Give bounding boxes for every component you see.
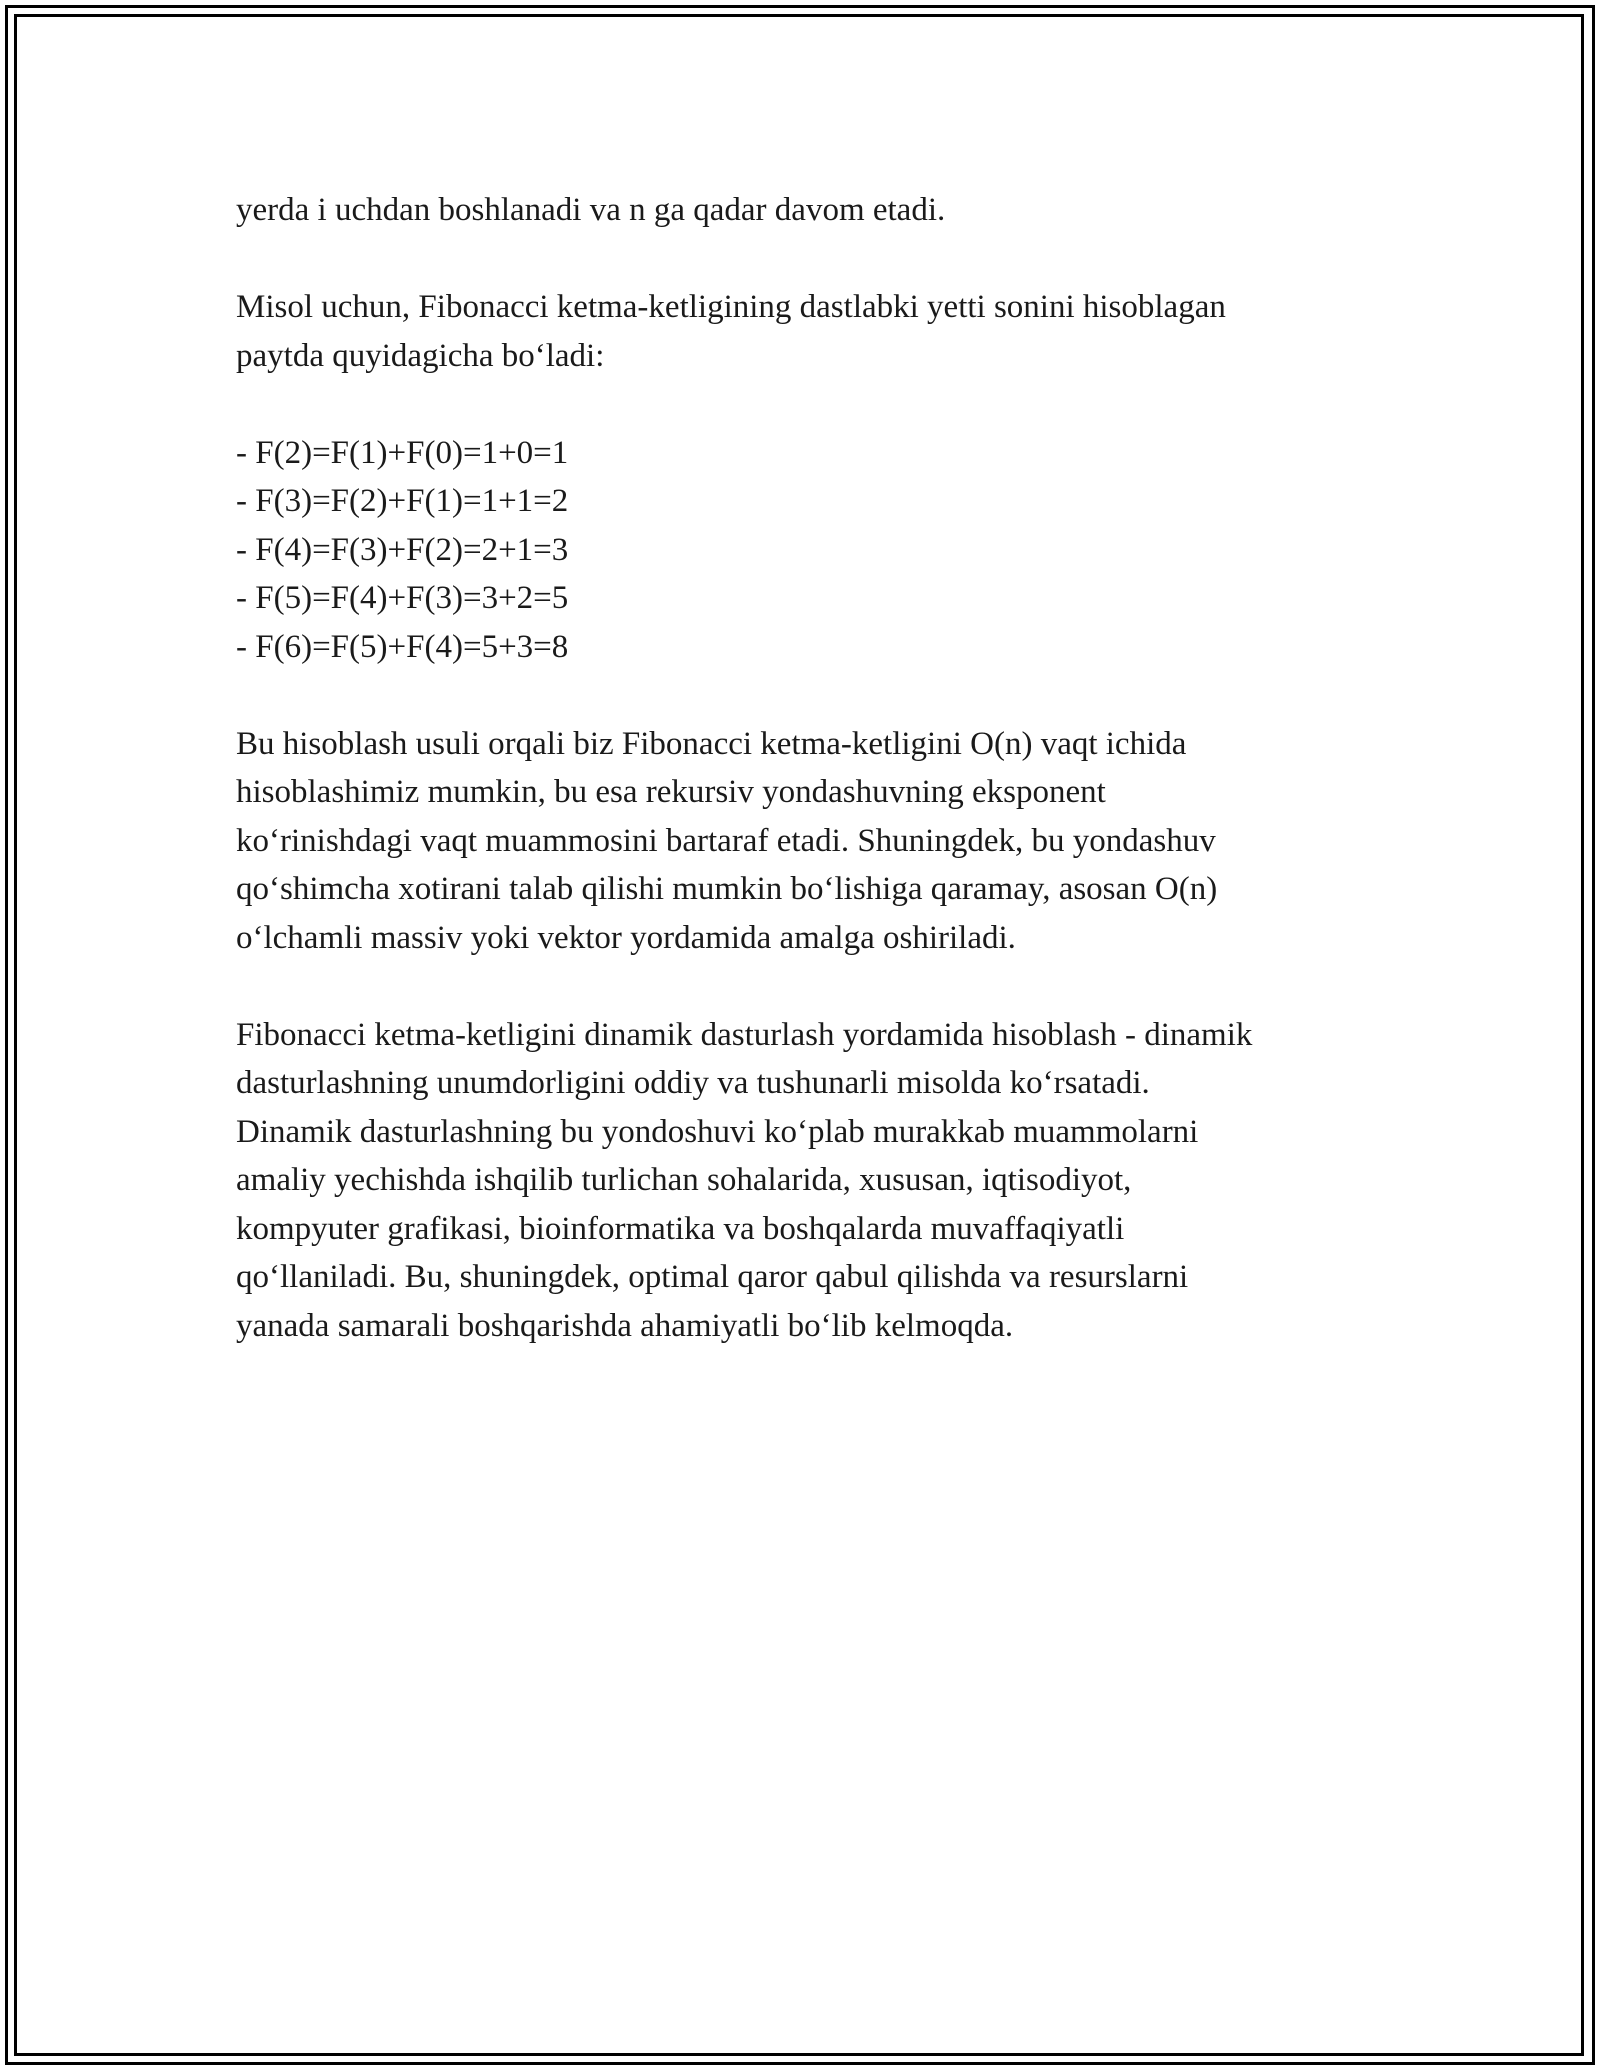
text-line: yanada samarali boshqarishda ahamiyatli bo‘lib kelmoqda. [236, 1307, 1014, 1344]
list-item: - F(4)=F(3)+F(2)=2+1=3 [236, 531, 569, 568]
text-line: o‘lchamli massiv yoki vektor yordamida amalga oshiriladi. [236, 919, 1016, 956]
text-line: yerda i uchdan boshlanadi va n ga qadar davom etadi. [236, 192, 946, 228]
list-item: - F(5)=F(4)+F(3)=3+2=5 [236, 580, 569, 616]
paragraph-4 [236, 1011, 1436, 1351]
text-line: Bu hisoblash usuli orqali biz Fibonacci ketma-ketligini O(n) vaqt ichida [236, 725, 1187, 762]
text-line: Misol uchun, Fibonacci ketma-ketligining dastlabki yetti sonini hisoblagan [236, 289, 1226, 325]
fibonacci-steps-list [236, 429, 1436, 672]
text-line: dasturlashning unumdorligini oddiy va tushunarli misolda ko‘rsatadi. [236, 1065, 1150, 1101]
text-line: hisoblashimiz mumkin, bu esa rekursiv yondashuvning eksponent [236, 774, 1106, 810]
text-line: qo‘shimcha xotirani talab qilishi mumkin bo‘lishiga qaramay, asosan O(n) [236, 871, 1218, 907]
text-line: Dinamik dasturlashning bu yondoshuvi ko‘plab murakkab muammolarni [236, 1113, 1199, 1150]
text-line: amaliy yechishda ishqilib turlichan sohalarida, xususan, iqtisodiyot, [236, 1162, 1132, 1198]
paragraph-2 [236, 283, 1436, 380]
text-line: paytda quyidagicha bo‘ladi: [236, 337, 605, 374]
list-item: - F(2)=F(1)+F(0)=1+0=1 [236, 434, 569, 471]
document-body [236, 186, 1436, 1399]
paragraph-3 [236, 720, 1436, 963]
list-item: - F(6)=F(5)+F(4)=5+3=8 [236, 628, 569, 665]
text-line: ko‘rinishdagi vaqt muammosini bartaraf etadi. Shuningdek, bu yondashuv [236, 822, 1216, 859]
text-line: qo‘llaniladi. Bu, shuningdek, optimal qaror qabul qilishda va resurslarni [236, 1259, 1189, 1295]
paragraph-1 [236, 186, 1436, 235]
list-item: - F(3)=F(2)+F(1)=1+1=2 [236, 483, 569, 519]
text-line: Fibonacci ketma-ketligini dinamik dasturlash yordamida hisoblash - dinamik [236, 1016, 1253, 1053]
text-line: kompyuter grafikasi, bioinformatika va boshqalarda muvaffaqiyatli [236, 1210, 1125, 1247]
